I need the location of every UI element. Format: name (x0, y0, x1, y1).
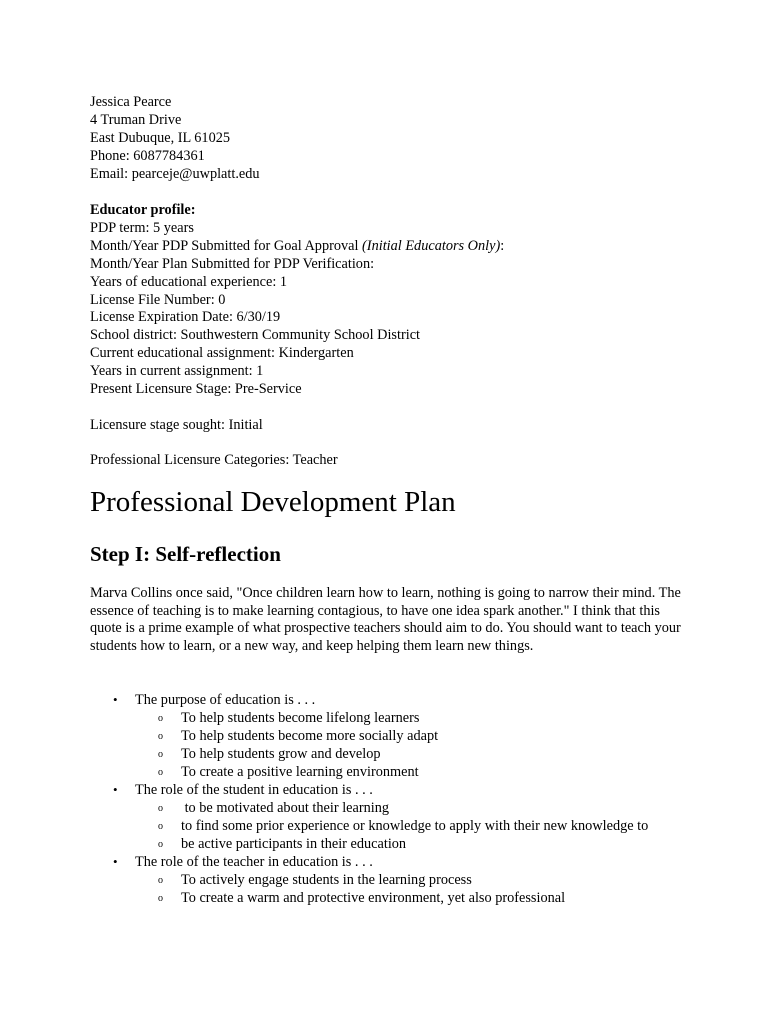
profile-pdp-term: PDP term: 5 years (90, 220, 194, 236)
sub-bullet-marker: o (158, 713, 163, 724)
profile-goal-approval (90, 237, 504, 255)
bullet-item-teacher-role: The role of the teacher in education is . . . (135, 854, 373, 870)
sub-bullet-item: be active participants in their education (181, 836, 407, 852)
sub-bullet-item: To actively engage students in the learning process (181, 872, 472, 888)
sub-bullet-marker: o (158, 803, 163, 814)
contact-street: 4 Truman Drive (90, 112, 182, 128)
profile-school-district: School district: Southwestern Community School District (90, 327, 421, 343)
quote-paragraph: Marva Collins once said, "Once children learn how to learn, nothing is going to narrow their mind. The essence of teaching is to make learning contagious, to have one idea spark another." I think that this quote is a prime example of what prospective teachers should aim to do. You should want to teach your students how to learn, or a new way, and keep helping them learn new things. (90, 585, 681, 654)
profile-assignment: Current educational assignment: Kindergarten (90, 345, 354, 361)
sub-bullet-item: To help students grow and develop (181, 746, 381, 762)
sub-bullet-marker: o (158, 875, 163, 886)
sub-bullet-marker: o (158, 821, 163, 832)
profile-categories: Professional Licensure Categories: Teacher (90, 452, 338, 468)
profile-licensure-stage: Present Licensure Stage: Pre-Service (90, 381, 302, 397)
profile-experience: Years of educational experience: 1 (90, 274, 288, 290)
sub-bullet-item: To create a warm and protective environment, yet also professional (181, 890, 566, 906)
sub-bullet-marker: o (158, 767, 163, 778)
sub-bullet-item: To create a positive learning environment (181, 764, 419, 780)
sub-bullet-marker: o (158, 893, 163, 904)
profile-verification: Month/Year Plan Submitted for PDP Verification: (90, 256, 375, 272)
profile-years-assignment: Years in current assignment: 1 (90, 363, 264, 379)
page-title: Professional Development Plan (90, 486, 456, 518)
goal-approval-colon: : (500, 238, 505, 254)
profile-license-file: License File Number: 0 (90, 292, 226, 308)
bullet-item-purpose: The purpose of education is . . . (135, 692, 316, 708)
profile-license-expiration: License Expiration Date: 6/30/19 (90, 309, 281, 325)
bullet-marker: • (113, 854, 118, 869)
profile-heading: Educator profile: (90, 202, 196, 218)
profile-stage-sought: Licensure stage sought: Initial (90, 417, 263, 433)
goal-approval-note: (Initial Educators Only) (362, 238, 501, 254)
sub-bullet-marker: o (158, 749, 163, 760)
sub-bullet-item: to find some prior experience or knowledge to apply with their new knowledge to (181, 818, 649, 834)
bullet-item-student-role: The role of the student in education is . . . (135, 782, 373, 798)
bullet-marker: • (113, 782, 118, 797)
sub-bullet-marker: o (158, 731, 163, 742)
contact-name: Jessica Pearce (90, 94, 172, 110)
sub-bullet-item: to be motivated about their learning (181, 800, 390, 816)
goal-approval-text: Month/Year PDP Submitted for Goal Approval (90, 238, 363, 254)
contact-phone: Phone: 6087784361 (90, 148, 205, 164)
section-heading: Step I: Self-reflection (90, 542, 281, 566)
bullet-marker: • (113, 692, 118, 707)
sub-bullet-marker: o (158, 839, 163, 850)
contact-email: Email: pearceje@uwplatt.edu (90, 166, 260, 182)
sub-bullet-item: To help students become more socially adapt (181, 728, 439, 744)
sub-bullet-item: To help students become lifelong learners (181, 710, 420, 726)
contact-city: East Dubuque, IL 61025 (90, 130, 231, 146)
